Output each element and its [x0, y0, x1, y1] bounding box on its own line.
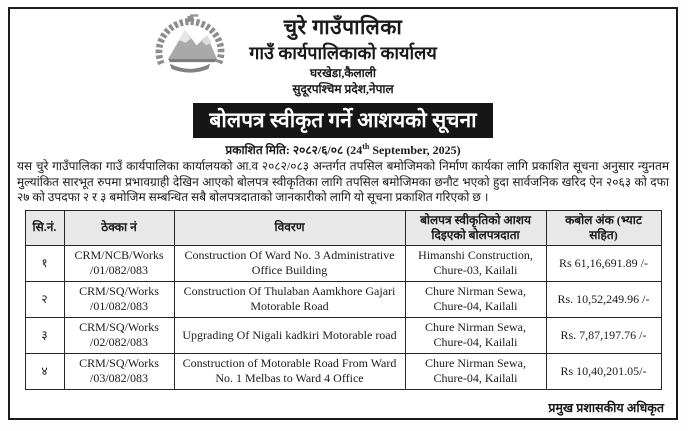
municipality-name: चुरे गाउँपालिका: [283, 15, 403, 39]
header-contract-no: ठेक्का नं: [64, 210, 174, 245]
cell-contract-no: CRM/SQ/Works /01/082/083: [64, 281, 174, 317]
letterhead: [10, 9, 676, 97]
table-row: [25, 353, 661, 389]
table-row: [25, 245, 661, 281]
published-date-suffix: September, 2025): [369, 143, 461, 157]
province-line: सुदूरपश्चिम प्रदेश,नेपाल: [292, 82, 394, 96]
cell-bidder: Chure Nirman Sewa, Chure-04, Kailali: [405, 317, 546, 353]
header-description: विवरण: [174, 210, 405, 245]
cell-description: Construction Of Ward No. 3 Administrative Office Building: [174, 245, 405, 281]
table-row: [25, 317, 661, 353]
municipality-seal-icon: [148, 13, 232, 81]
cell-bidder: Chure Nirman Sewa, Chure-04, Kailali: [405, 281, 546, 317]
cell-description: Upgrading Of Nigali kadkiri Motorable road: [174, 317, 405, 353]
table-row: [25, 281, 661, 317]
signatory-title: प्रमुख प्रशासकीय अधिकृत: [548, 401, 664, 415]
address-line: घरखेडा,कैलाली: [309, 66, 377, 80]
cell-sn: ३: [25, 317, 64, 353]
header-bidder: बोलपत्र स्वीकृतिको आशय दिइएको बोलपत्रदाता: [405, 210, 546, 245]
published-date: [10, 139, 676, 158]
header-sn: सि.नं.: [25, 210, 64, 245]
cell-contract-no: CRM/NCB/Works /01/082/083: [64, 245, 174, 281]
published-date-ordinal: th: [362, 142, 370, 151]
notice-title: बोलपत्र स्वीकृत गर्ने आशयको सूचना: [193, 103, 493, 138]
cell-description: Construction Of Thulaban Aamkhore Gajari Motorable Road: [174, 281, 405, 317]
notice-body-text: यस चुरे गाउँपालिका गाउँ कार्यपालिका कार्यालयको आ.व २०८२/०८३ अन्तर्गत तपसिल बमोजिमको निर्माण कार्यका लागि प्रकाशित सूचना अनुसार न्युनतम मुल्यांकित सारभूत रुपमा प्रभावग्राही देखिन आएको बोलपत्र स्वीकृतिका लागि तपसिल बमोजिमका छनौट भएको हुदा सार्वजनिक खरिद ऐन २०६३ को दफा २७ को उपदफा २ र ३ बमोजिम सम्बन्धित सबै बोलपत्रदाताको जानकारीको लागि यो सूचना प्रकाशित गरिएको छ ।: [17, 159, 669, 204]
cell-amount: Rs. 7,87,197.76 /-: [546, 317, 661, 353]
office-name: गाउँ कार्यपालिकाको कार्यालय: [249, 43, 437, 63]
cell-sn: १: [25, 245, 64, 281]
cell-amount: Rs 10,40,201.05/-: [546, 353, 661, 389]
cell-amount: Rs. 10,52,249.96 /-: [546, 281, 661, 317]
notice-document: [8, 7, 678, 420]
title-wrap: [10, 103, 676, 138]
table-header-row: [25, 210, 661, 245]
cell-contract-no: CRM/SQ/Works /03/082/083: [64, 353, 174, 389]
cell-bidder: Chure Nirman Sewa, Chure-04, Kailali: [405, 353, 546, 389]
cell-sn: २: [25, 281, 64, 317]
cell-contract-no: CRM/SQ/Works /02/082/083: [64, 317, 174, 353]
cell-sn: ४: [25, 353, 64, 389]
header-amount: कबोल अंक (भ्याट सहित): [546, 210, 661, 245]
published-date-prefix: प्रकाशित मिति: २०८२/६/०८ (24: [225, 143, 363, 157]
tender-table: [25, 210, 662, 390]
cell-bidder: Himanshi Construction, Chure-03, Kailali: [405, 245, 546, 281]
cell-description: Construction of Motorable Road From Ward No. 1 Melbas to Ward 4 Office: [174, 353, 405, 389]
cell-amount: Rs 61,16,691.89 /-: [546, 245, 661, 281]
